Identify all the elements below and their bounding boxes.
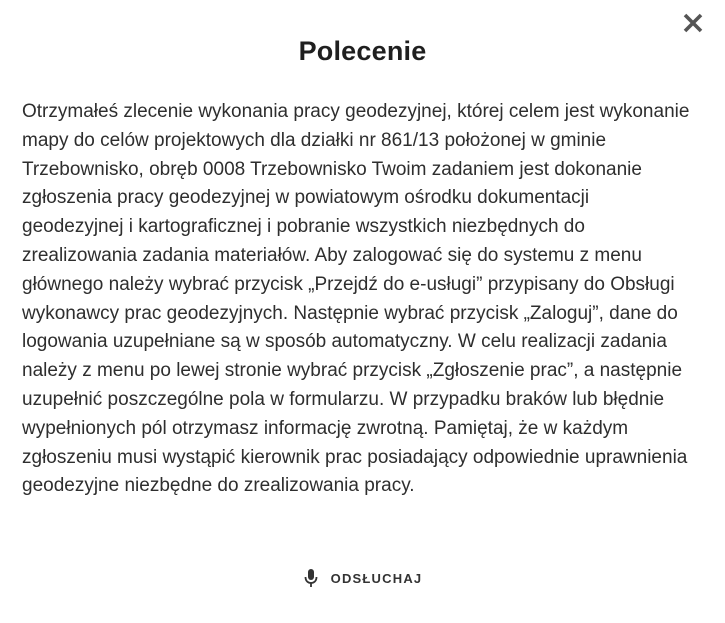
instruction-text: Otrzymałeś zlecenie wykonania pracy geodezyjnej, której celem jest wykonanie mapy do celów projektowych dla działki nr 861/13 położonej w gminie Trzebownisko, obręb 0008 Trzebownisko Twoim zadaniem jest dokonanie zgłoszenia pracy geodezyjnej w powiatowym ośrodku dokumentacji geodezyjnej i kartograficznej i pobranie wszystkich niezbędnych do zrealizowania zadania materiałów. Aby zalogować się do systemu z menu głównego należy wybrać przycisk „Przejdź do e-usługi” przypisany do Obsługi wykonawcy prac geodezyjnych. Następnie wybrać przycisk „Zaloguj”, dane do logowania uzupełniane są w sposób automatyczny. W celu realizacji zadania należy z menu po lewej stronie wybrać przycisk „Zgłoszenie prac”, a następnie uzupełnić poszczególne pola w formularzu. W przypadku braków lub błędnie wypełnionych pól otrzymasz informację zwrotną. Pamiętaj, że w każdym zgłoszeniu musi wystąpić kierownik prac posiadający odpowiednie uprawnienia geodezyjne niezbędne do zrealizowania pracy.	[22, 101, 690, 497]
listen-label: ODSŁUCHAJ	[330, 570, 423, 586]
close-icon	[682, 12, 704, 34]
listen-button-container	[0, 566, 725, 590]
dialog-title: Polecenie	[298, 36, 427, 66]
listen-button[interactable]	[299, 566, 427, 590]
close-button[interactable]	[679, 9, 707, 37]
microphone-icon	[303, 568, 319, 588]
